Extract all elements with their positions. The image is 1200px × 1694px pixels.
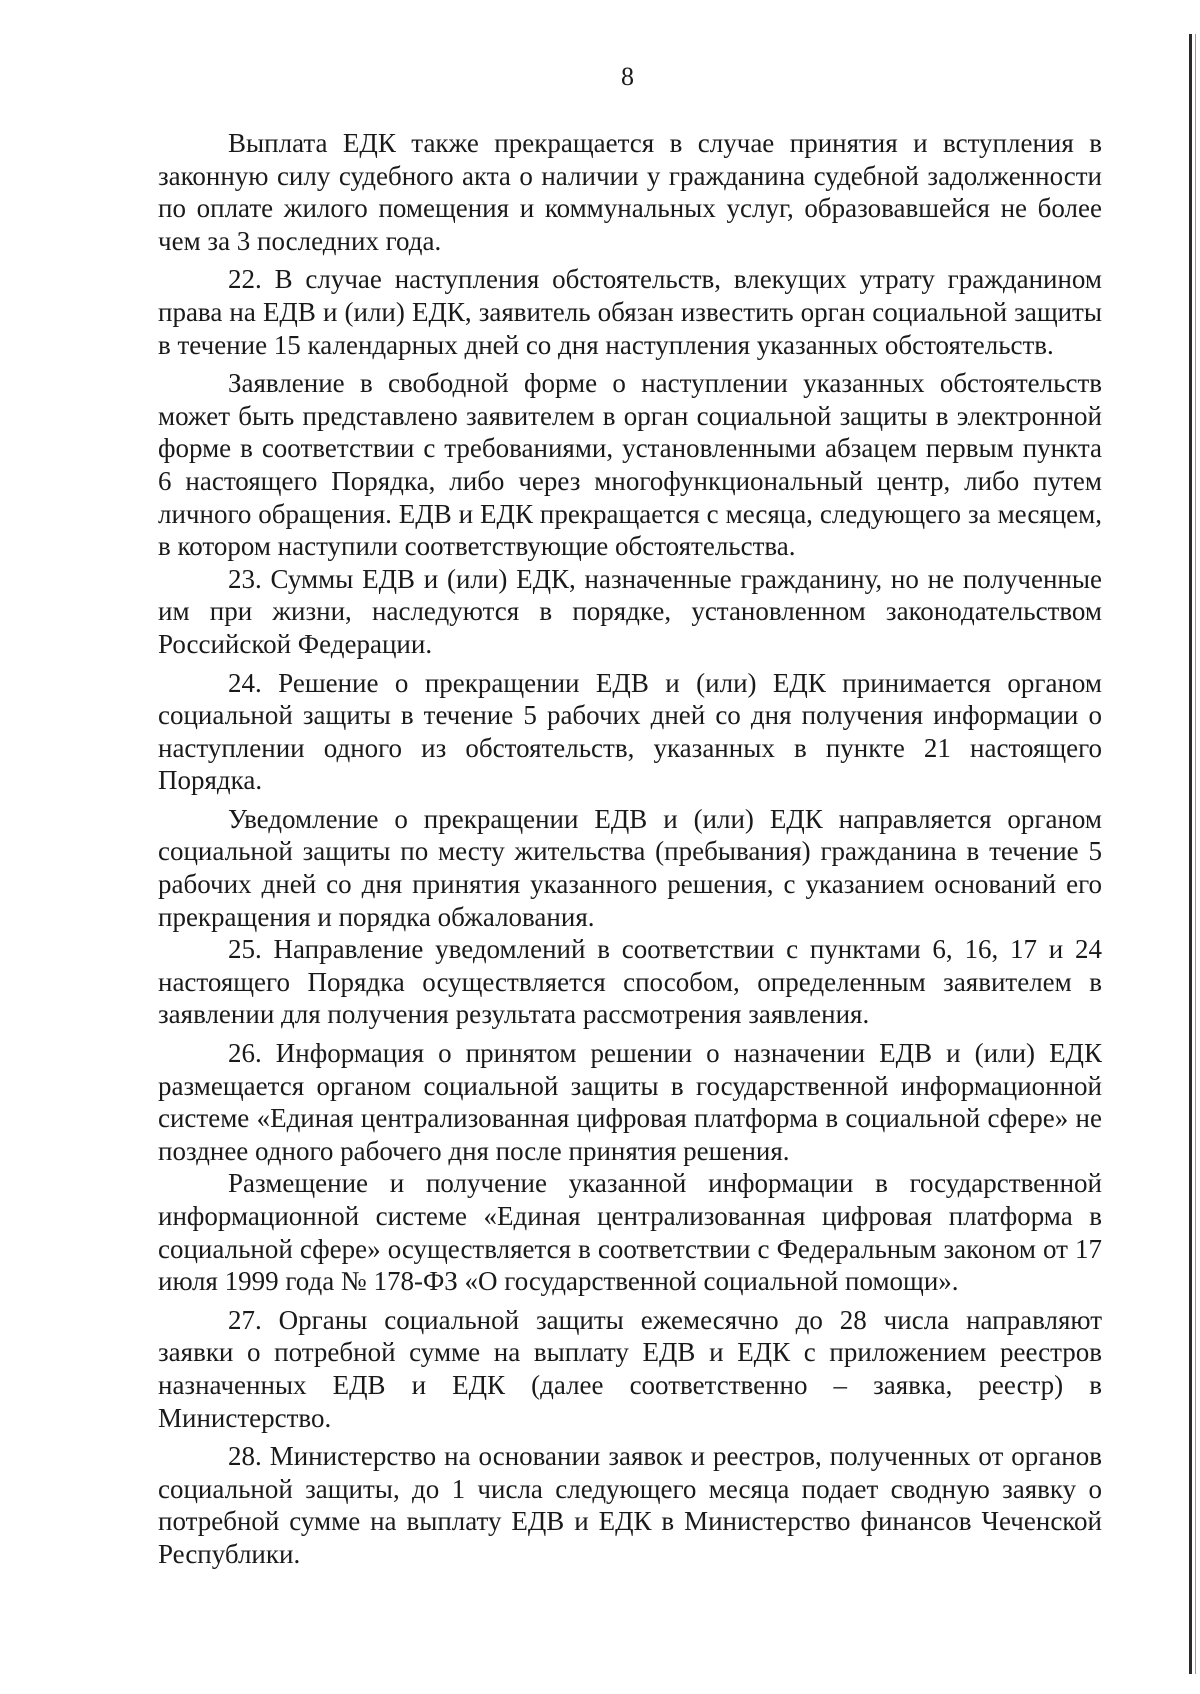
paragraph-24: 24. Решение о прекращении ЕДВ и (или) ЕДК принимается органом социальной защиты в течение 5 рабочих дней со дня получения информации о наступлении одного из обстоятельств, указанных в пункте 21 настоящего Порядка. <box>158 667 1102 796</box>
document-body <box>158 127 1102 1571</box>
paragraph-26: 26. Информация о принятом решении о назначении ЕДВ и (или) ЕДК размещается органом социальной защиты в государственной информационной системе «Единая централизованная цифровая платформа в социальной сфере» не позднее одного рабочего дня после принятия решения. <box>158 1038 1102 1166</box>
paragraph-24-notification: Уведомление о прекращении ЕДВ и (или) ЕДК направляется органом социальной защиты по месту жительства (пребывания) гражданина в течение 5 рабочих дней со дня принятия указанного решения, с указанием оснований его прекращения и порядка обжалования. <box>158 803 1102 932</box>
scan-edge-shadow <box>1195 34 1196 1674</box>
page-number: 8 <box>621 62 634 91</box>
paragraph-27: 27. Органы социальной защиты ежемесячно до 28 числа направляют заявки о потребной сумме на выплату ЕДВ и ЕДК с приложением реестров назначенных ЕДВ и ЕДК (далее соответственно – заявка, реестр) в Министерство. <box>158 1304 1102 1433</box>
paragraph-edk-termination-court: Выплата ЕДК также прекращается в случае принятия и вступления в законную силу судебного акта о наличии у гражданина судебной задолженности по оплате жилого помещения и коммунальных услуг, образовавшейся не более чем за 3 последних года. <box>158 128 1102 256</box>
paragraph-25: 25. Направление уведомлений в соответствии с пунктами 6, 16, 17 и 24 настоящего Порядка осуществляется способом, определенным заявителем в заявлении для получения результата рассмотрения заявления. <box>158 934 1102 1030</box>
paragraph-22: 22. В случае наступления обстоятельств, влекущих утрату гражданином права на ЕДВ и (или) ЕДК, заявитель обязан известить орган социальной защиты в течение 15 календарных дней со дня наступления указанных обстоятельств. <box>158 264 1102 360</box>
paragraph-26-placement: Размещение и получение указанной информации в государственной информационной системе «Единая централизованная цифровая платформа в социальной сфере» осуществляется в соответствии с Федеральным законом от 17 июля 1999 года № 178-ФЗ «О государственной социальной помощи». <box>158 1168 1102 1297</box>
paragraph-28: 28. Министерство на основании заявок и реестров, полученных от органов социальной защиты, до 1 числа следующего месяца подает сводную заявку о потребной сумме на выплату ЕДВ и ЕДК в Министерство финансов Чеченской Республики. <box>158 1441 1102 1569</box>
scan-edge-line <box>1189 34 1192 1674</box>
paragraph-22-application: Заявление в свободной форме о наступлении указанных обстоятельств может быть представлено заявителем в орган социальной защиты в электронной форме в соответствии с требованиями, установленными абзацем первым пункта 6 настоящего Порядка, либо через многофункциональный центр, либо путем личного обращения. ЕДВ и ЕДК прекращается с месяца, следующего за месяцем, в котором наступили соответствующие обстоятельства. <box>158 368 1102 562</box>
paragraph-23: 23. Суммы ЕДВ и (или) ЕДК, назначенные гражданину, но не полученные им при жизни, наследуются в порядке, установленном законодательством Российской Федерации. <box>158 563 1102 659</box>
